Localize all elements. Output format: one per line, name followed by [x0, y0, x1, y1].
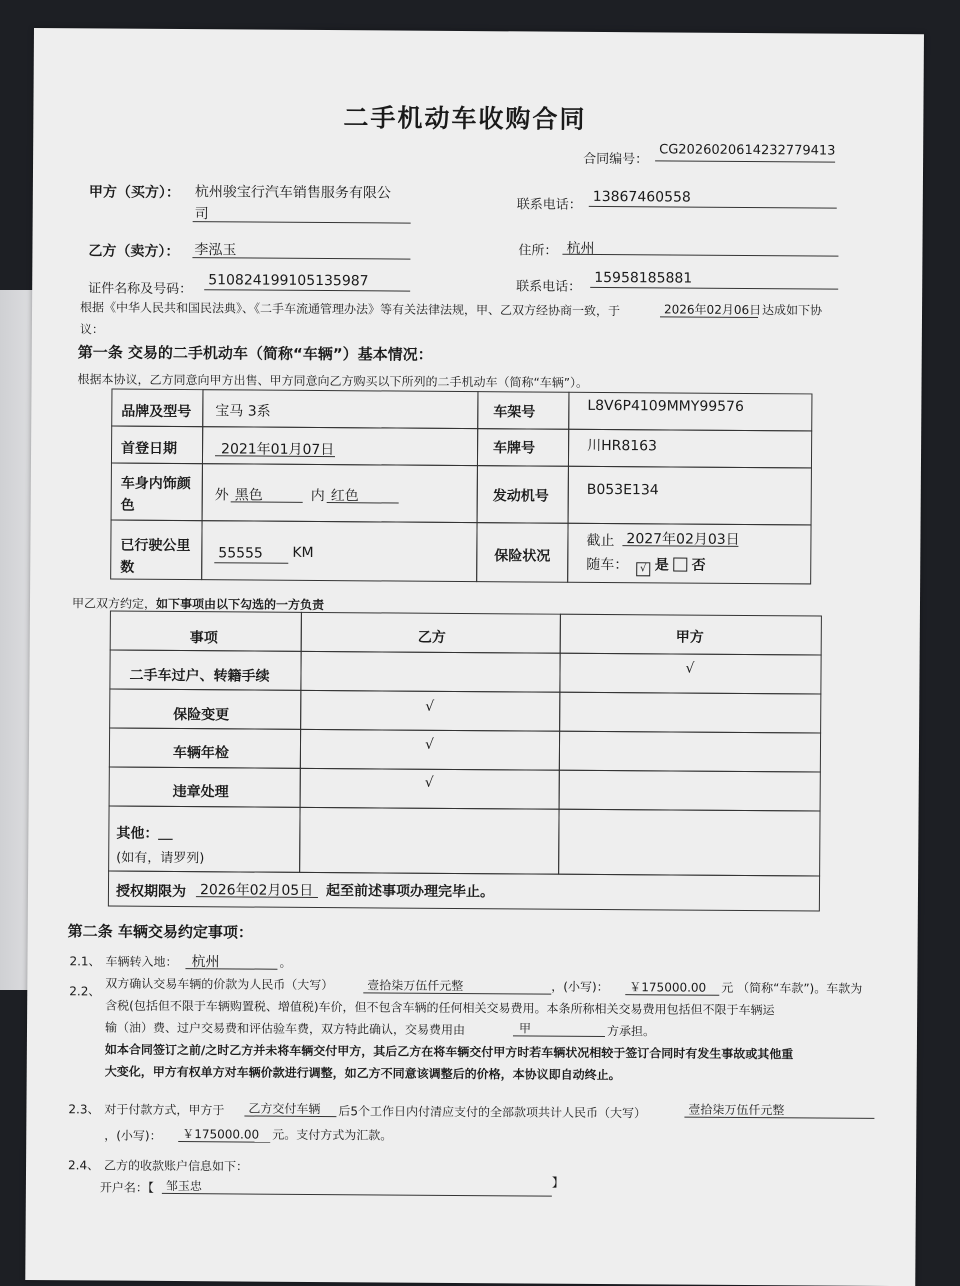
adjustment-clause: 如本合同签订之前/之时乙方并未将车辆交付甲方，其后乙方在将车辆交付甲方时若车辆状况相较于签订合同时有发生事故或其他重	[104, 1042, 794, 1062]
contract-no-label: 合同编号：	[583, 151, 649, 168]
clause-2-4-no: 2.4、	[68, 1158, 100, 1173]
col-item: 事项	[189, 630, 218, 647]
account-holder-close: 】	[551, 1175, 565, 1190]
price-lower: ￥175000.00	[629, 980, 707, 995]
duty-row-item: 保险变更	[173, 706, 230, 724]
clause-2-3-lower-label: ，(小写)：	[104, 1128, 162, 1143]
clause-2-3-text-2: 后5个工作日内付清应支付的全部款项共计人民币（大写）	[338, 1104, 647, 1121]
engine-label: 发动机号	[492, 488, 549, 505]
insurance-with-label: 随车：	[586, 556, 629, 574]
fee-payer-line	[513, 1035, 605, 1037]
article-2-title: 第二条 车辆交易约定事项：	[67, 922, 253, 942]
fee-payer: 甲	[518, 1021, 532, 1036]
party-a-phone-line	[589, 206, 837, 209]
inner-color: 红色	[330, 488, 359, 505]
mileage-unit: KM	[292, 544, 314, 561]
intro-text-line2: 议：	[79, 322, 104, 337]
total-upper-line	[684, 1117, 874, 1119]
insurance-yes-checkbox[interactable]: √	[636, 562, 650, 576]
party-a-phone-label: 联系电话：	[516, 197, 582, 213]
insurance-no-checkbox[interactable]	[673, 557, 687, 571]
address: 杭州	[566, 240, 595, 257]
insurance-yes-option[interactable]: √ 是 否	[636, 554, 706, 576]
duty-row-item: 车辆年检	[172, 744, 229, 762]
intro-text-end: 达成如下协	[761, 303, 823, 318]
mileage-label: 已行驶公里	[120, 537, 191, 555]
party-b-name: 李泓玉	[194, 242, 237, 259]
other-label: 其他：＿	[116, 825, 173, 842]
vin-value: L8V6P4109MMY99576	[587, 397, 744, 415]
plate-value: 川HR8163	[587, 437, 658, 455]
clause-2-1-no: 2.1、	[69, 954, 101, 969]
mileage-label-2: 数	[120, 559, 135, 576]
vin-label: 车架号	[493, 404, 536, 421]
first-reg-value: 2021年01月07日	[221, 441, 335, 459]
transfer-place: 杭州	[191, 954, 220, 971]
insurance-label: 保险状况	[494, 548, 551, 565]
clause-2-2-no: 2.2、	[69, 984, 101, 999]
clause-2-2-line-3: 输（油）费、过户交易费和评估验车费，双方特此确认，交易费用由	[104, 1020, 466, 1038]
clause-2-4-text: 乙方的收款账户信息如下：	[104, 1158, 249, 1174]
party-a-line	[193, 221, 411, 224]
intro-date-line	[660, 316, 758, 318]
auth-date: 2026年02月05日	[199, 882, 314, 899]
party-a-name-line1: 杭州骏宝行汽车销售服务有限公	[194, 184, 391, 202]
id-number: 510824199105135987	[208, 272, 369, 290]
duties-intro: 甲乙双方约定，如下事项由以下勾选的一方负责	[71, 596, 325, 613]
party-b-phone-label: 联系电话：	[516, 279, 582, 295]
clause-2-1-end: 。	[279, 955, 292, 970]
contract-page	[25, 28, 924, 1286]
mileage-value: 55555	[218, 545, 263, 562]
address-label: 住所：	[518, 243, 558, 259]
address-line	[562, 254, 838, 257]
party-b-label: 乙方（卖方）：	[88, 243, 180, 261]
price-upper-line	[363, 992, 551, 994]
insurance-until-label: 截止	[586, 532, 615, 550]
auth-label: 授权期限为	[115, 883, 187, 901]
outer-label: 外	[214, 487, 229, 504]
clause-2-2-line-3-end: 方承担。	[606, 1024, 656, 1039]
contract-no-line	[655, 160, 835, 162]
total-lower-line	[178, 1141, 270, 1143]
payment-trigger-line	[244, 1115, 336, 1117]
party-a-label: 甲方（买方）：	[88, 184, 180, 202]
plate-label: 车牌号	[493, 440, 536, 457]
duty-row-b-mark: √	[425, 698, 435, 715]
color-label: 车身内饰颜	[120, 475, 191, 493]
clause-2-2-text-2: 元 （简称“车款”)。车款为	[721, 980, 863, 996]
col-party-b: 乙方	[417, 629, 446, 646]
insurance-until-date: 2027年02月03日	[626, 531, 740, 548]
other-hint: (如有，请罗列)	[116, 850, 205, 867]
adjustment-clause-2: 大变化，甲方有权单方对车辆价款进行调整，如乙方不同意该调整后的价格，本协议即自动终止。	[104, 1064, 621, 1083]
duty-row-b-mark: √	[424, 774, 434, 791]
col-party-a: 甲方	[675, 629, 704, 646]
page-title: 二手机动车收购合同	[343, 103, 587, 134]
party-b-phone-line	[590, 287, 838, 290]
duty-row-a-mark: √	[685, 660, 695, 677]
party-a-name-line2: 司	[194, 206, 209, 223]
price-lower-line	[625, 994, 719, 996]
id-line	[204, 289, 410, 291]
payment-trigger: 乙方交付车辆	[248, 1101, 321, 1117]
clause-2-2-line-2: 含税(包括但不限于车辆购置税、增值税)车价，但不包含车辆的任何相关交易费用。本条所称相关交易费用包括但不限于车辆运	[105, 998, 775, 1018]
total-lower: ￥175000.00	[182, 1127, 260, 1142]
brand-label: 品牌及型号	[121, 403, 192, 421]
party-a-phone: 13867460558	[592, 188, 691, 206]
auth-suffix: 起至前述事项办理完毕止。	[325, 883, 495, 901]
clause-2-3-no: 2.3、	[68, 1102, 100, 1117]
first-reg-label: 首登日期	[121, 440, 178, 458]
color-label-2: 色	[120, 497, 135, 514]
contract-no: CG20260206142327794​13	[659, 142, 836, 159]
outer-color: 黑色	[234, 487, 263, 504]
inner-label: 内	[310, 487, 325, 505]
intro-text: 根据《中华人民共和国民法典》、《二手车流通管理办法》等有关法律法规，甲、乙双方经协商一致，于	[80, 300, 621, 319]
clause-2-2-lower-label: ，(小写)：	[551, 979, 609, 995]
intro-date: 2026年02月06日	[664, 302, 762, 318]
account-holder-line	[162, 1193, 552, 1197]
article-1-title: 第一条 交易的二手机动车（简称“车辆”）基本情况：	[77, 343, 433, 364]
duty-row-b-mark: √	[424, 736, 434, 753]
clause-2-3-text: 对于付款方式，甲方于	[104, 1102, 225, 1118]
clause-2-2-text: 双方确认交易车辆的价款为人民币（大写）	[105, 976, 334, 993]
duty-row-item: 违章处理	[172, 783, 229, 801]
duty-row-item: 二手车过户、转籍手续	[129, 667, 270, 685]
engine-value: B053E134	[586, 481, 659, 499]
brand-value: 宝马 3系	[215, 403, 271, 420]
price-upper: 壹拾柒万伍仟元整	[367, 978, 464, 994]
account-holder: 邹玉忠	[165, 1178, 202, 1194]
article-1-intro: 根据本协议，乙方同意向甲方出售、甲方同意向乙方购买以下所列的二手机动车（简称“车辆”）。	[77, 372, 589, 390]
party-b-phone: 15958185881	[594, 269, 693, 287]
clause-2-3-text-3: 元。支付方式为汇款。	[272, 1127, 393, 1143]
account-holder-label: 开户名：【	[99, 1180, 154, 1195]
id-label: 证件名称及号码：	[88, 281, 193, 298]
clause-2-1-text: 车辆转入地：	[105, 954, 178, 970]
total-upper: 壹拾柒万伍仟元整	[688, 1102, 785, 1118]
